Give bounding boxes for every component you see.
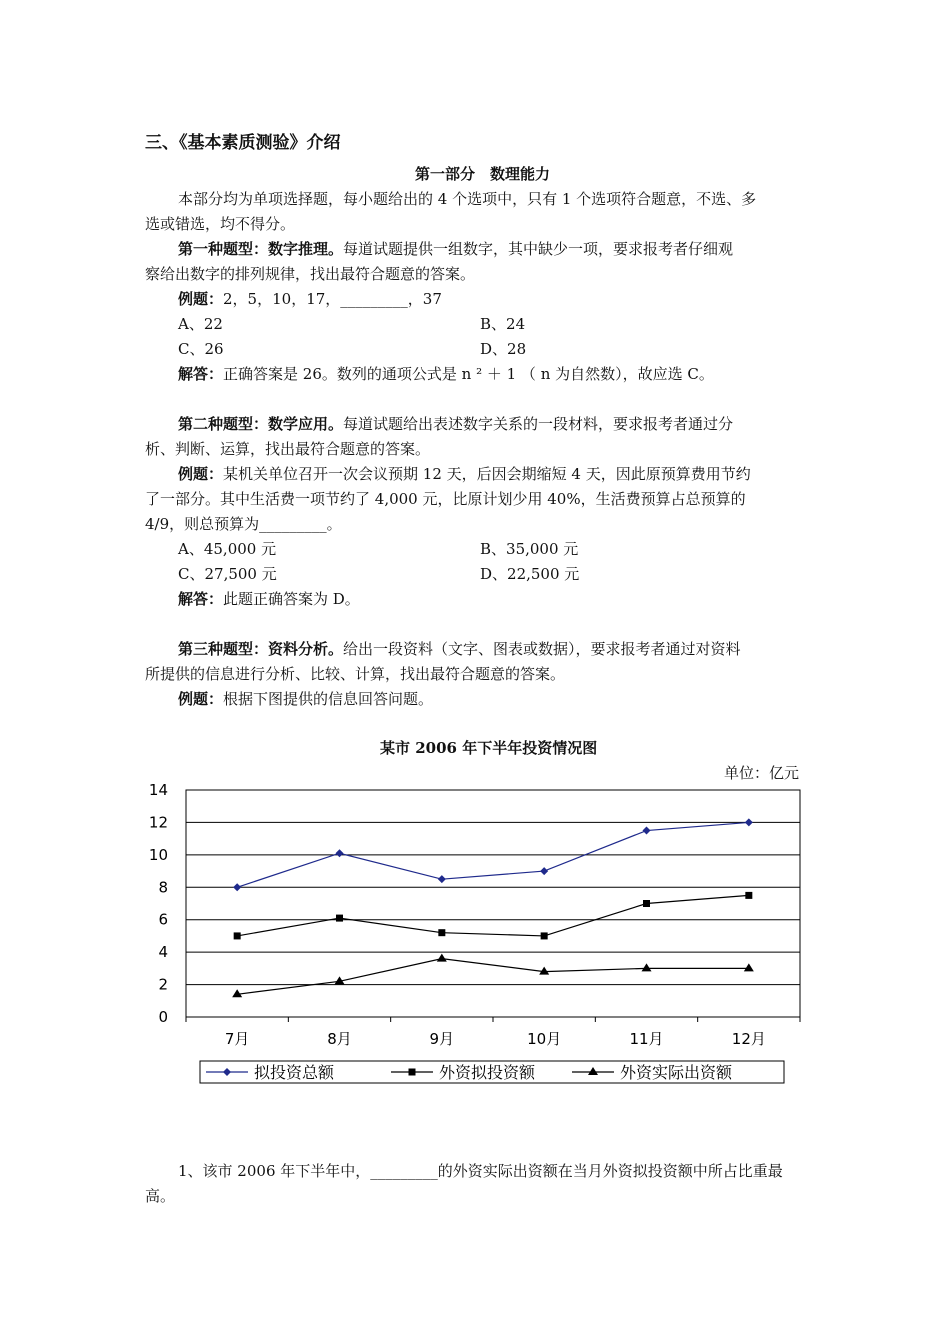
type2-option-d: D、22,500 元 bbox=[480, 565, 580, 583]
type2-option-a: A、45,000 元 bbox=[178, 540, 277, 558]
type1-example-text: 2，5，10，17，_________，37 bbox=[223, 290, 442, 308]
type2-option-b: B、35,000 元 bbox=[480, 540, 579, 558]
data-point-series-2 bbox=[336, 915, 343, 922]
type2-example-line-2: 了一部分。其中生活费一项节约了 4,000 元，比原计划少用 40%，生活费预算占总预算的 bbox=[145, 490, 746, 508]
plot-area bbox=[186, 790, 800, 1017]
type2-example-line-3: 4/9，则总预算为_________。 bbox=[145, 515, 342, 533]
intro-line-1: 本部分均为单项选择题，每小题给出的 4 个选项中，只有 1 个选项符合题意，不选、多 bbox=[178, 190, 757, 208]
chart-unit: 单位：亿元 bbox=[724, 764, 800, 782]
question-1-line-2: 高。 bbox=[145, 1187, 176, 1205]
type2-desc-line-2: 析、判断、运算，找出最符合题意的答案。 bbox=[145, 440, 431, 458]
y-tick-label: 12 bbox=[148, 813, 168, 832]
y-tick-label: 6 bbox=[158, 910, 168, 929]
question-1-line-1: 1、该市 2006 年下半年中，_________的外资实际出资额在当月外资拟投资额中所占比重最 bbox=[178, 1162, 783, 1180]
intro-line-2: 选或错选，均不得分。 bbox=[145, 215, 296, 233]
data-point-series-2 bbox=[541, 932, 548, 939]
type2-answer-text: 此题正确答案为 D。 bbox=[223, 590, 360, 608]
y-tick-label: 0 bbox=[158, 1008, 168, 1026]
type1-option-b: B、24 bbox=[480, 315, 526, 333]
type2-answer-label: 解答： bbox=[178, 590, 224, 608]
type1-desc: 每道试题提供一组数字，其中缺少一项，要求报考者仔细观 bbox=[343, 240, 734, 258]
type1-answer-text: 正确答案是 26。数列的通项公式是 n ² ＋ 1 （ n 为自然数），故应选 C。 bbox=[223, 365, 714, 383]
x-tick-label: 7月 bbox=[224, 1030, 250, 1048]
data-point-series-2 bbox=[438, 929, 445, 936]
type1-option-c: C、26 bbox=[178, 340, 224, 358]
type2-label: 第二种题型：数学应用。 bbox=[178, 415, 344, 433]
type1-desc-line-2: 察给出数字的排列规律，找出最符合题意的答案。 bbox=[145, 265, 476, 283]
type2-example-line-1: 某机关单位召开一次会议预期 12 天，后因会期缩短 4 天，因此原预算费用节约 bbox=[223, 465, 751, 483]
type3-example-label: 例题： bbox=[178, 690, 224, 708]
type3-example-text: 根据下图提供的信息回答问题。 bbox=[223, 690, 434, 708]
legend-label-2: 外资拟投资额 bbox=[439, 1063, 536, 1082]
x-tick-label: 8月 bbox=[327, 1030, 352, 1048]
type1-option-a: A、22 bbox=[178, 315, 223, 333]
type2-desc: 每道试题给出表述数字关系的一段材料，要求报考者通过分 bbox=[343, 415, 734, 433]
type3-label: 第三种题型：资料分析。 bbox=[178, 640, 344, 658]
x-tick-label: 10月 bbox=[527, 1030, 562, 1048]
legend-marker-2 bbox=[409, 1069, 416, 1076]
y-tick-label: 2 bbox=[158, 975, 168, 994]
x-tick-label: 9月 bbox=[429, 1030, 455, 1048]
type1-answer-label: 解答： bbox=[178, 365, 224, 383]
type1-example-label: 例题： bbox=[178, 290, 224, 308]
type3-desc: 给出一段资料（文字、图表或数据），要求报考者通过对资料 bbox=[343, 640, 741, 658]
x-tick-label: 12月 bbox=[731, 1030, 766, 1048]
type1-label: 第一种题型：数字推理。 bbox=[178, 240, 344, 258]
type2-option-c: C、27,500 元 bbox=[178, 565, 277, 583]
y-tick-label: 4 bbox=[158, 943, 168, 962]
data-point-series-2 bbox=[745, 892, 752, 899]
data-point-series-2 bbox=[234, 932, 241, 939]
type1-option-d: D、28 bbox=[480, 340, 527, 358]
x-tick-label: 11月 bbox=[629, 1030, 664, 1048]
legend-label-1: 拟投资总额 bbox=[254, 1063, 335, 1082]
type3-desc-line-2: 所提供的信息进行分析、比较、计算，找出最符合题意的答案。 bbox=[145, 665, 566, 683]
y-tick-label: 14 bbox=[148, 781, 168, 799]
chart-title: 某市 2006 年下半年投资情况图 bbox=[380, 739, 598, 757]
type2-example-label: 例题： bbox=[178, 465, 224, 483]
part-title: 第一部分 数理能力 bbox=[415, 165, 551, 183]
legend-label-3: 外资实际出资额 bbox=[620, 1063, 733, 1082]
y-tick-label: 10 bbox=[148, 845, 168, 864]
y-tick-label: 8 bbox=[158, 878, 168, 897]
section-title: 三、《基本素质测验》介绍 bbox=[145, 133, 341, 153]
data-point-series-2 bbox=[643, 900, 650, 907]
